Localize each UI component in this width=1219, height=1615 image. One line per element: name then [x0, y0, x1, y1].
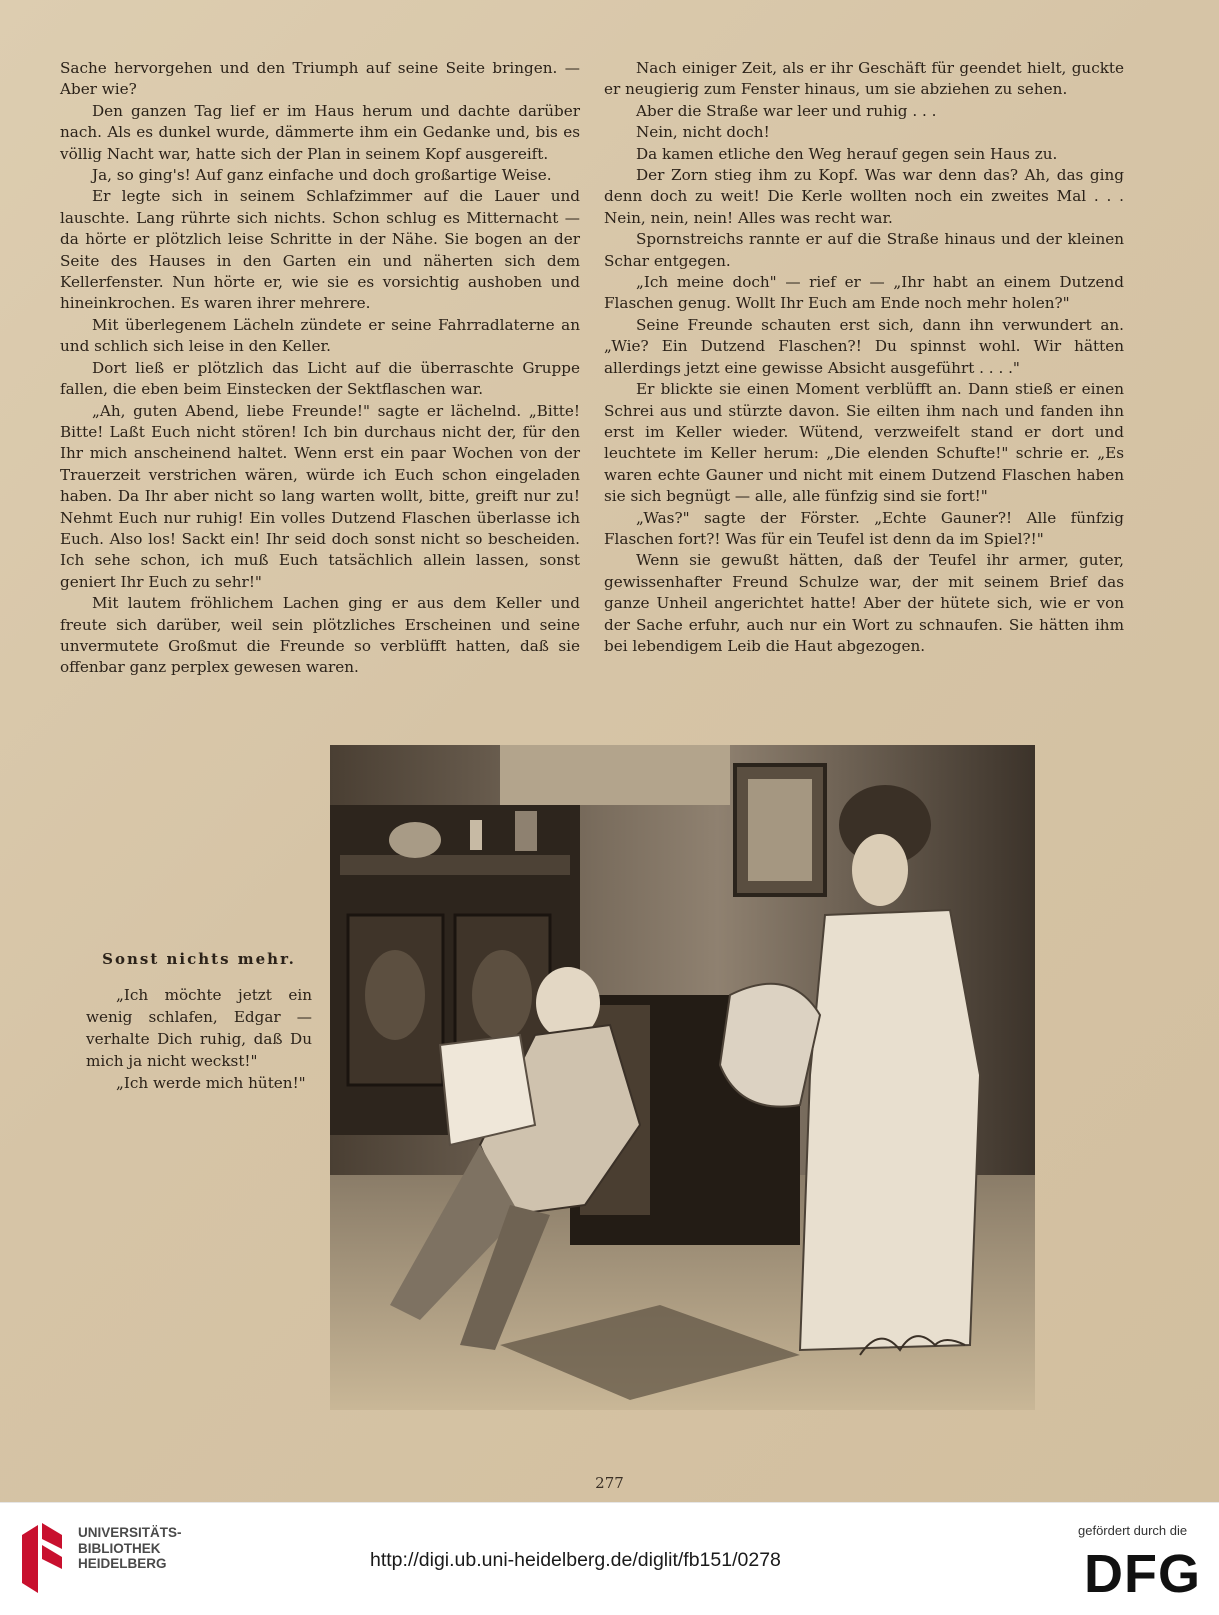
paragraph: Nach einiger Zeit, als er ihr Geschäft für geendet hielt, guckte er neugierig zum Fenster hinaus, um sie abziehen zu sehen.	[604, 59, 1124, 99]
paragraph: Nein, nicht doch!	[636, 123, 770, 142]
institution-line: BIBLIOTHEK	[78, 1540, 161, 1556]
woman-dress	[800, 910, 980, 1350]
woman-head	[852, 834, 908, 906]
footer-bar	[0, 1502, 1219, 1615]
page-number: 277	[595, 1474, 624, 1492]
university-logo-icon	[18, 1521, 68, 1599]
paragraph: Mit lautem fröhlichem Lachen ging er aus dem Keller und freute sich darüber, weil sein plötzliches Erscheinen und seine unvermutete Großmut die Freunde so verblüfft hatten, daß sie offenbar ganz perplex gewesen waren.	[60, 594, 580, 677]
paragraph: Er blickte sie einen Moment verblüfft an. Dann stieß er einen Schrei aus und stürzte davon. Sie eilten ihm nach und fanden ihn erst im Keller wieder. Wütend, verzweifelt stand er dort und leuchtete im Keller herum: „Die elenden Schufte!" schrie er. „Es waren echte Gauner und nicht mit einem Dutzend Flaschen haben sie sich begnügt — alle, alle fünfzig sind sie fort!"	[604, 380, 1124, 506]
caption-line: „Ich werde mich hüten!"	[116, 1074, 306, 1092]
paragraph: Den ganzen Tag lief er im Haus herum und dachte darüber nach. Als es dunkel wurde, dämmerte ihm ein Gedanke und, bis es völlig Nacht war, hatte sich der Plan in seinem Kopf ausgereift.	[60, 101, 580, 163]
paragraph: „Ah, guten Abend, liebe Freunde!" sagte er lächelnd. „Bitte! Bitte! Laßt Euch nicht stören! Ich bin durchaus nicht der, für den Ihr mich anscheinend haltet. Wenn erst ein paar Wochen von der Trauerzeit verstrichen wären, würde ich Euch schon eingeladen haben. Da Ihr aber nicht so lang warten wollt, bitte, greift nur zu! Nehmt Euch nur ruhig! Ein volles Dutzend Flaschen überlasse ich Euch. Also los! Sackt ein! Ihr seid doch sonst nicht so bescheiden. Ich sehe schon, ich muß Euch tatsächlich allein lassen, sonst geniert Ihr Euch zu sehr!"	[60, 401, 580, 591]
paragraph: Mit überlegenem Lächeln zündete er seine Fahrradlaterne an und schlich sich leise in den Keller.	[60, 315, 580, 356]
paragraph: Aber die Straße war leer und ruhig . . .	[636, 101, 937, 120]
paragraph: „Was?" sagte der Förster. „Echte Gauner?! Alle fünfzig Flaschen fort?! Was für ein Teufel ist denn da im Spiel?!"	[604, 508, 1124, 548]
paragraph: Dort ließ er plötzlich das Licht auf die überraschte Gruppe fallen, die eben beim Einstecken der Sektflaschen war.	[60, 358, 580, 399]
left-text-column	[60, 58, 580, 679]
paragraph: Ja, so ging's! Auf ganz einfache und doch großartige Weise.	[92, 166, 552, 185]
caption-title: Sonst nichts mehr.	[102, 950, 296, 968]
paragraph: Seine Freunde schauten erst sich, dann ihn verwundert an. „Wie? Ein Dutzend Flaschen?! Du spinnst wohl. Wir hätten allerdings jetzt eine gewisse Absicht ausgeführt . . . ."	[604, 315, 1124, 377]
paragraph: Wenn sie gewußt hätten, daß der Teufel ihr armer, guter, gewissenhafter Freund Schulze war, der mit seinem Brief das ganze Unheil angerichtet hatte! Aber der hütete sich, wie er von der Sache erfuhr, auch nur ein Wort zu schnaufen. Sie hätten ihm bei lebendigem Leib die Haut abgezogen.	[604, 551, 1124, 655]
engraving-illustration	[330, 745, 1035, 1410]
permalink-url[interactable]: http://digi.ub.uni-heidelberg.de/diglit/fb151/0278	[370, 1549, 781, 1571]
illustration-drawing	[330, 745, 1035, 1410]
caption-line: „Ich möchte jetzt ein wenig schlafen, Edgar — verhalte Dich ruhig, daß Du mich ja nicht weckst!"	[86, 986, 312, 1070]
illustration-caption	[86, 948, 312, 1094]
paragraph: Spornstreichs rannte er auf die Straße hinaus und der kleinen Schar entgegen.	[604, 230, 1124, 270]
funded-by-label: gefördert durch die	[1078, 1523, 1188, 1538]
institution-line: UNIVERSITÄTS-	[78, 1525, 182, 1540]
institution-line: HEIDELBERG	[78, 1556, 167, 1571]
paragraph: Da kamen etliche den Weg herauf gegen sein Haus zu.	[636, 144, 1058, 163]
paragraph: Sache hervorgehen und den Triumph auf seine Seite bringen. — Aber wie?	[60, 59, 580, 99]
dfg-logo: DFG	[1084, 1544, 1201, 1604]
paragraph: „Ich meine doch" — rief er — „Ihr habt an einem Dutzend Flaschen genug. Wollt Ihr Euch am Ende noch mehr holen?"	[604, 273, 1124, 313]
paragraph: Der Zorn stieg ihm zu Kopf. Was war denn das? Ah, das ging denn doch zu weit! Die Kerle wollten noch ein zweites Mal . . . Nein, nein, nein! Alles was recht war.	[604, 166, 1124, 227]
right-text-column	[604, 58, 1124, 657]
newspaper	[440, 1035, 535, 1145]
institution-name	[78, 1525, 182, 1572]
paragraph: Er legte sich in seinem Schlafzimmer auf die Lauer und lauschte. Lang rührte sich nichts. Schon schlug es Mitternacht — da hörte er plötzlich leise Schritte in der Nähe. Sie bogen an der Seite des Hauses in den Garten ein und näherten sich dem Kellerfenster. Nun hörte er, wie sie es vorsichtig aushoben und hineinkrochen. Es waren ihrer mehrere.	[60, 187, 580, 313]
